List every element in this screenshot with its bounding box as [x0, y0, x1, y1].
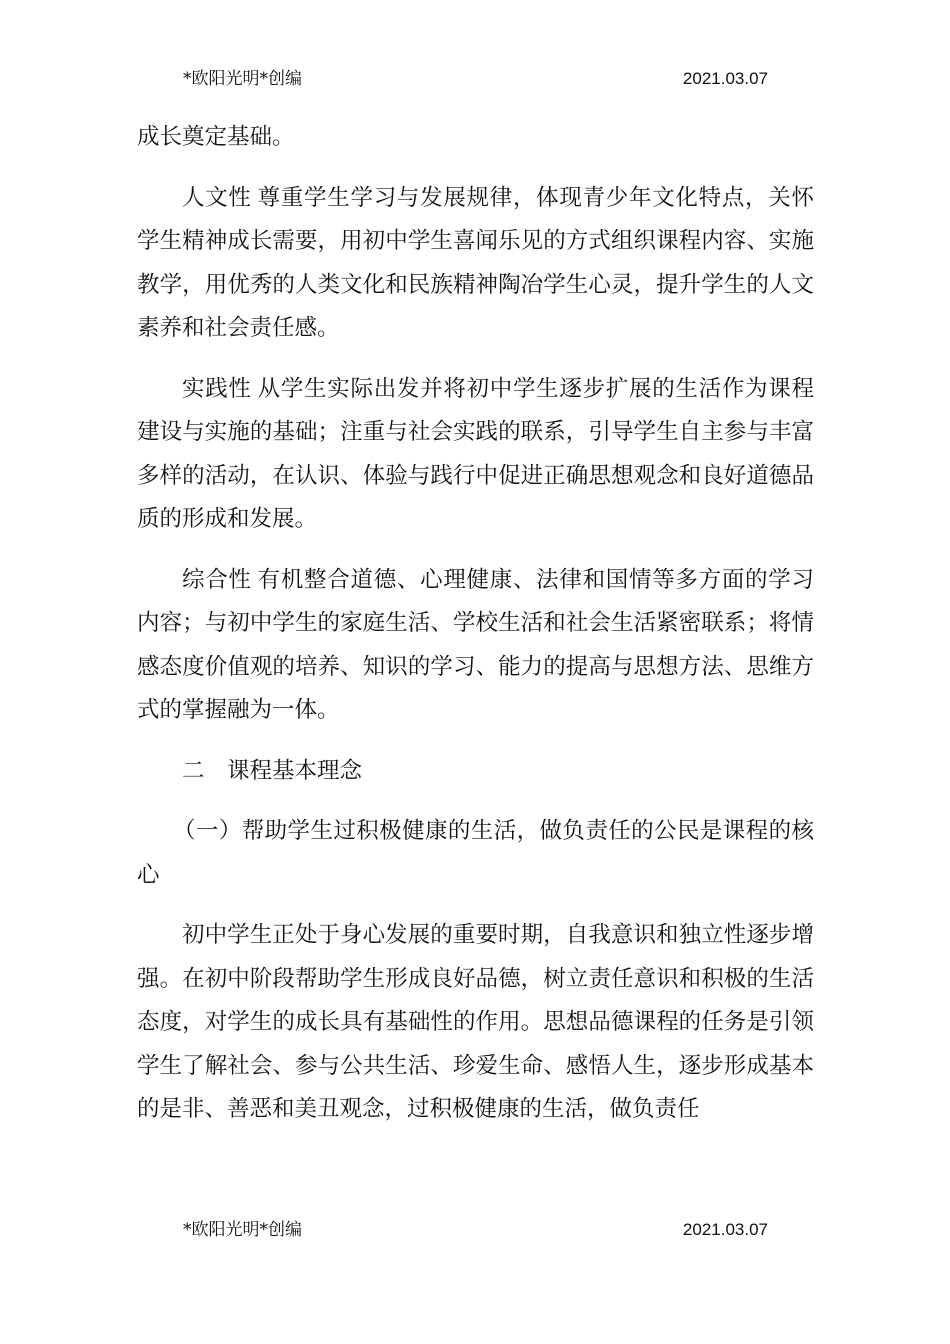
paragraph-humanistic-text: 尊重学生学习与发展规律，体现青少年文化特点，关怀学生精神成长需要，用初中学生喜闻乐见的方式组织课程内容、实施教学，用优秀的人类文化和民族精神陶冶学生心灵，提升学生的人文素养和社会责任感。 [137, 184, 814, 341]
term-practical: 实践性 [182, 375, 252, 402]
section-heading: 二 课程基本理念 [182, 757, 363, 784]
footer-date: 2021.03.07 [682, 1220, 768, 1239]
paragraph-continuation: 成长奠定基础。 [137, 124, 295, 150]
header-date: 2021.03.07 [682, 69, 768, 88]
paragraph-core: 初中学生正处于身心发展的重要时期，自我意识和独立性逐步增强。在初中阶段帮助学生形成良好品德，树立责任意识和积极的生活态度，对学生的成长具有基础性的作用。思想品德课程的任务是引领学生了解社会、参与公共生活、珍爱生命、感悟人生，逐步形成基本的是非、善恶和美丑观念，过积极健康的生活，做负责任 [137, 922, 814, 1122]
header-author: *欧阳光明*创编 [183, 69, 302, 89]
term-comprehensive: 综合性 [182, 566, 252, 593]
document-body [137, 116, 814, 1149]
paragraph-humanistic [137, 177, 814, 351]
paragraph-practical [137, 368, 814, 542]
page-footer [183, 1218, 768, 1242]
paragraph-practical-text: 从学生实际出发并将初中学生逐步扩展的生活作为课程建设与实施的基础；注重与社会实践的联系，引导学生自主参与丰富多样的活动，在认识、体验与践行中促进正确思想观念和良好道德品质的形成和发展。 [137, 375, 814, 532]
paragraph-comprehensive-text: 有机整合道德、心理健康、法律和国情等多方面的学习内容；与初中学生的家庭生活、学校生活和社会生活紧密联系；将情感态度价值观的培养、知识的学习、能力的提高与思想方法、思维方式的掌握融为一体。 [137, 566, 814, 723]
subsection-heading: （一）帮助学生过积极健康的生活，做负责任的公民是课程的核心 [137, 818, 814, 888]
footer-author: *欧阳光明*创编 [183, 1220, 302, 1240]
page-header [183, 67, 768, 91]
term-humanistic: 人文性 [182, 184, 252, 211]
paragraph-comprehensive [137, 559, 814, 733]
